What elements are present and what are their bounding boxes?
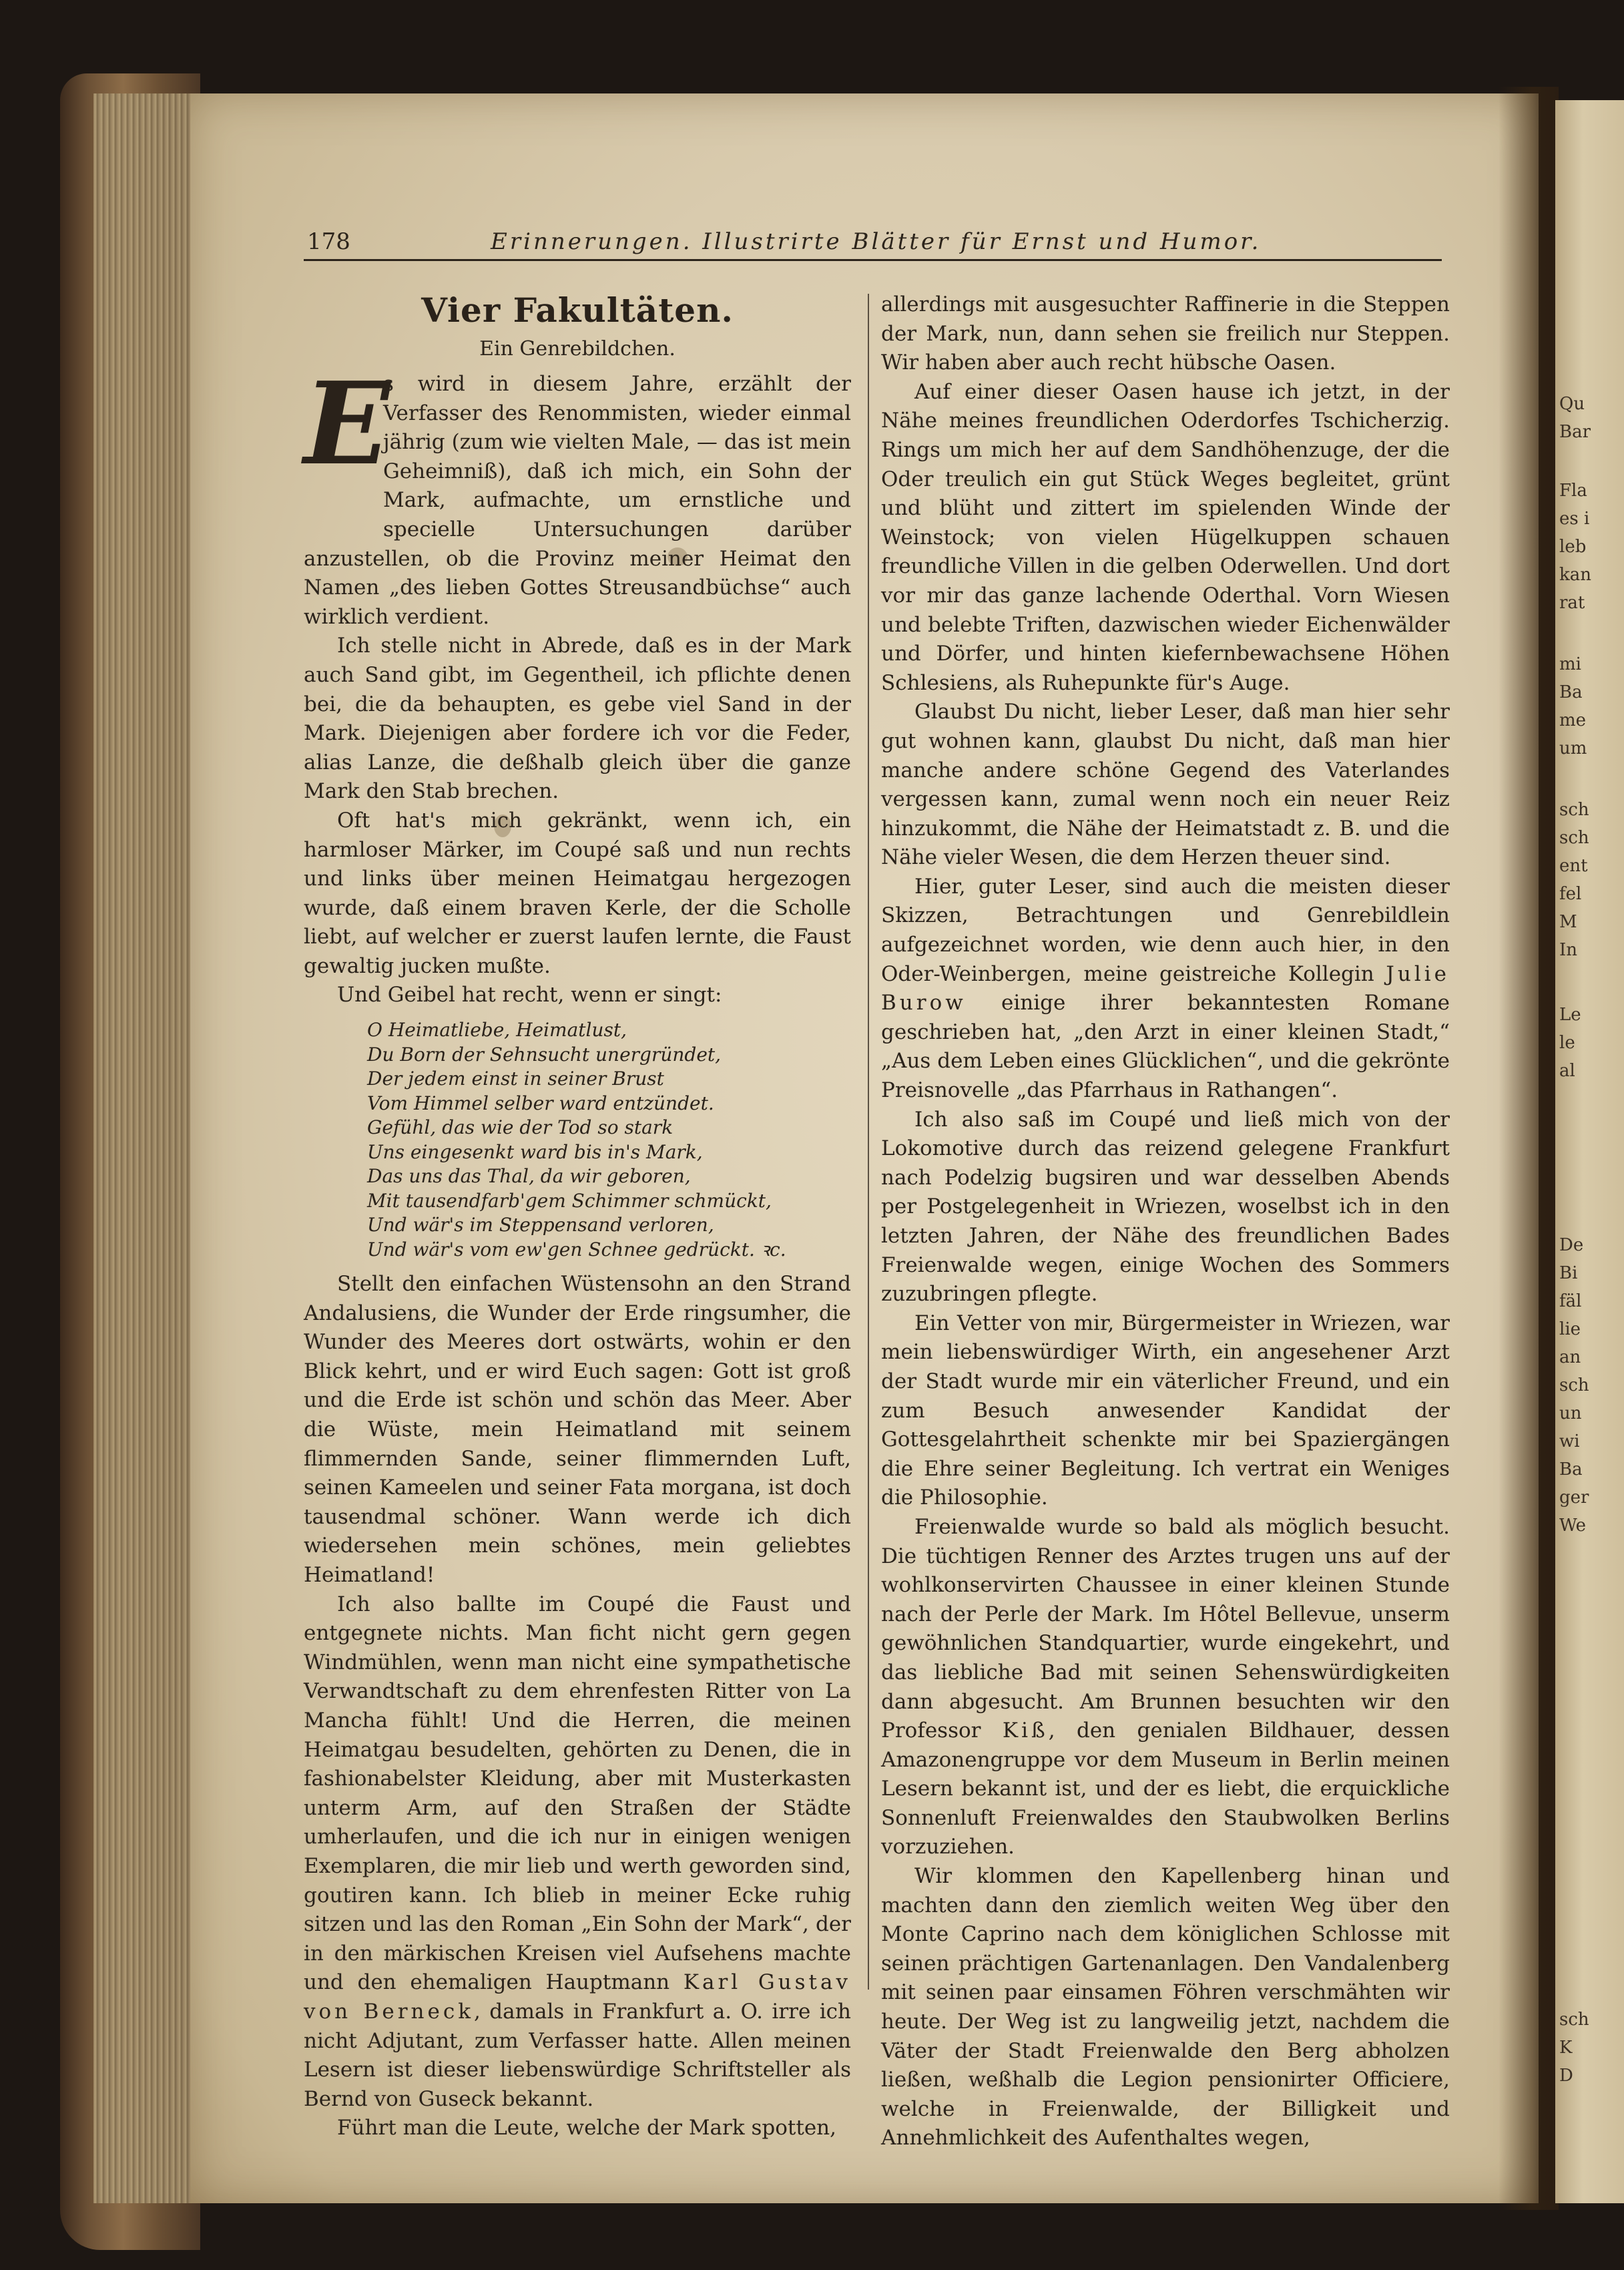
facing-page-fragment: lie	[1559, 1319, 1581, 1339]
paragraph: Glaubst Du nicht, lieber Leser, daß man hier sehr gut wohnen kann, glaubst Du nicht, daß man hier manche andere schöne Gegend des Vaterlandes vergessen kann, zumal wenn noch ein neuer Reiz hinzukommt, die Nähe der Heimatstadt z. B. und die Nähe vieler Wesen, die dem Herzen theuer sind.	[881, 700, 1450, 870]
facing-page-fragment: fel	[1559, 884, 1582, 904]
poem-line: Der jedem einst in seiner Brust	[367, 1068, 664, 1090]
facing-page-fragment: an	[1559, 1347, 1581, 1367]
facing-page-fragment: D	[1559, 2066, 1573, 2086]
facing-page-fragment: leb	[1559, 537, 1587, 557]
running-header	[304, 226, 1442, 261]
facing-page-fragment: Bar	[1559, 422, 1591, 442]
facing-page-fragment: M	[1559, 912, 1577, 932]
page-edges	[93, 93, 200, 2203]
facing-page-fragment: al	[1559, 1061, 1575, 1081]
poem-line: Und wär's im Steppensand verloren,	[367, 1214, 714, 1236]
paragraph: Ich stelle nicht in Abrede, daß es in der Mark auch Sand gibt, im Gegentheil, ich pflichte denen bei, die da behaupten, es gebe viel Sand in der Mark. Diejenigen aber fordere ich vor die Feder, alias Lanze, die deßhalb gleich über die ganze Mark den Stab brechen.	[304, 634, 851, 804]
paragraph: allerdings mit ausgesuchter Raffinerie in die Steppen der Mark, nun, dann sehen sie freilich nur Steppen. Wir haben aber auch recht hübsche Oasen.	[881, 292, 1450, 375]
poem	[367, 1018, 851, 1262]
poem-line: Vom Himmel selber ward entzündet.	[367, 1092, 714, 1114]
paragraph: Führt man die Leute, welche der Mark spotten,	[337, 2116, 836, 2140]
drop-cap: E	[304, 357, 390, 491]
facing-page-fragment: K	[1559, 2038, 1573, 2058]
poem-line: Mit tausendfarb'gem Schimmer schmückt,	[367, 1189, 772, 1212]
facing-page-fragment: sch	[1559, 2010, 1589, 2030]
paragraph: Stellt den einfachen Wüstensohn an den Strand Andalusiens, die Wunder der Erde ringsumher, die Wunder des Meeres dort ostwärts, wohin er den Blick kehrt, und er wird Euch sagen: Gott ist groß und die Erde ist schön und schön das Meer. Aber die Wüste, mein Heimatland mit seinem flimmernden Sande, seiner flimmernden Luft, seinen Kameelen und seiner Fata morgana, ist doch tausendmal schöner. Wann werde ich dich wiedersehen mein schönes, mein geliebtes Heimatland!	[304, 1272, 851, 1587]
facing-page-fragment: Ba	[1559, 682, 1583, 702]
paragraph: Auf einer dieser Oasen hause ich jetzt, in der Nähe meines freundlichen Oderdorfes Tschicherzig. Rings um mich her auf dem Sandhöhenzuge, der die Oder treulich ein gut Stück Weges begleitet, grünt und blüht und zittert im spielenden Winde der Weinstock; von vielen Hügelkuppen schauen freundliche Villen in die gelben Oderwellen. Und dort vor mir das ganze lachende Oderthal. Vorn Wiesen und belebte Triften, dazwischen wieder Eichenwälder und Dörfer, und hinten kiefernbewachsene Höhen Schlesiens, als Ruhepunkte für's Auge.	[881, 379, 1450, 695]
facing-page-fragment: sch	[1559, 828, 1589, 848]
article-subtitle: Ein Genrebildchen.	[479, 337, 675, 361]
right-column	[881, 290, 1450, 2153]
paragraph: Freienwalde wurde so bald als möglich besucht. Die tüchtigen Renner des Arztes trugen uns auf der wohlkonservirten Chaussee in einer kleinen Stunde nach der Perle der Mark. Im Hôtel Bellevue, unserm gewöhnlichen Standquartier, wurde eingekehrt, und das liebliche Bad mit seinen Sehenswürdigkeiten dann abgesucht. Am Brunnen besuchten wir den Professor Kiß, den genialen Bildhauer, dessen Amazonengruppe vor dem Museum in Berlin meinen Lesern bekannt ist, und der es liebt, die erquickliche Sonnenluft Freienwaldes den Staubwolken Berlins vorzuziehen.	[881, 1514, 1450, 1859]
paragraph: Oft hat's mich gekränkt, wenn ich, ein harmloser Märker, im Coupé saß und nun rechts und links über meinen Heimatgau hergezogen wurde, daß einem braven Kerle, der die Scholle liebt, auf welcher er zuerst laufen lernte, die Faust gewaltig jucken mußte.	[304, 808, 851, 978]
article-title: Vier Fakultäten.	[421, 290, 734, 330]
facing-page-fragment: un	[1559, 1403, 1582, 1423]
facing-page-fragment: le	[1559, 1033, 1575, 1053]
paragraph: E s wird in diesem Jahre, erzählt der Verfasser des Renommisten, wieder einmal jährig (zum wie vielten Male, — das ist mein Geheimniß), daß ich mich, ein Sohn der Mark, aufmachte, um ernstliche und specielle Untersuchungen darüber anzustellen, ob die Provinz meiner Heimat den Namen „des lieben Gottes Streusandbüchse“ auch wirklich verdient.	[304, 357, 851, 629]
book-gutter	[1499, 87, 1559, 2210]
facing-page-fragment: mi	[1559, 654, 1581, 674]
facing-page	[1555, 100, 1624, 2203]
paragraph: Wir klommen den Kapellenberg hinan und machten dann den ziemlich weiten Weg über den Monte Caprino nach dem königlichen Schlosse mit seinen prächtigen Gartenanlagen. Den Vandalenberg mit seinen paar einsamen Föhren verschmähten wir heute. Der Weg ist zu langweilig jetzt, nachdem die Väter der Stadt Freienwalde den Berg abholzen ließen, weßhalb die Legion pensionirter Officiere, welche in Freienwalde, der Billigkeit und Annehmlichkeit des Aufenthaltes wegen,	[881, 1864, 1450, 2150]
facing-page-fragment: Qu	[1559, 394, 1585, 414]
paragraph: Ich also ballte im Coupé die Faust und entgegnete nichts. Man ficht nicht gern gegen Windmühlen, wenn man nicht eine sympathetische Verwandtschaft zu dem ehrenfesten Ritter von La Mancha fühlt! Und die Herren, die meinen Heimatgau besudelten, gehörten zu Denen, die in fashionabelster Kleidung, aber mit Musterkasten unterm Arm, auf den Straßen der Städte umherlaufen, und die ich nur in einigen wenigen Exemplaren, die mir lieb und werth geworden sind, goutiren kann. Ich blieb in meiner Ecke ruhig sitzen und las den Roman „Ein Sohn der Mark“, der in den märkischen Kreisen viel Aufsehens machte und den ehemaligen Hauptmann Karl Gustav von Berneck, damals in Frankfurt a. O. irre ich nicht Adjutant, zum Verfasser hatte. Allen meinen Lesern ist dieser liebenswürdige Schriftsteller als Bernd von Guseck bekannt.	[304, 1592, 851, 2111]
facing-page-fragment: ent	[1559, 856, 1588, 876]
person-name: Kiß	[1002, 1719, 1049, 1743]
facing-page-fragment: rat	[1559, 593, 1585, 613]
facing-page-fragment: Le	[1559, 1005, 1581, 1025]
facing-page-fragment: In	[1559, 940, 1578, 960]
left-column	[304, 290, 851, 2143]
facing-page-fragment: sch	[1559, 1375, 1589, 1395]
facing-page-fragment: fäl	[1559, 1291, 1582, 1311]
facing-page-fragment: es i	[1559, 509, 1590, 529]
person-name: Julie Burow	[881, 961, 1450, 1015]
facing-page-fragment: Ba	[1559, 1459, 1583, 1480]
poem-line: Du Born der Sehnsucht unergründet,	[367, 1043, 722, 1066]
paragraph: Hier, guter Leser, sind auch die meisten dieser Skizzen, Betrachtungen und Genrebildlein aufgezeichnet worden, wie denn auch hier, in den Oder-Weinbergen, meine geistreiche Kollegin Julie Burow einige ihrer bekanntesten Romane geschrieben hat, „den Arzt in einer kleinen Stadt,“ „Aus dem Leben eines Glücklichen“, und die gekrönte Preisnovelle „das Pfarrhaus in Rathangen“.	[881, 874, 1450, 1103]
facing-page-fragment: me	[1559, 710, 1587, 730]
facing-page-fragment: wi	[1559, 1431, 1580, 1451]
poem-line: Gefühl, das wie der Tod so stark	[367, 1116, 673, 1139]
column-rule	[868, 294, 869, 1990]
person-name: Karl Gustav von Berneck	[304, 1970, 851, 2024]
facing-page-fragment: kan	[1559, 565, 1592, 585]
poem-line: Das uns das Thal, da wir geboren,	[367, 1165, 691, 1188]
facing-page-fragment: um	[1559, 738, 1587, 758]
poem-line: Und wär's vom ew'gen Schnee gedrückt. ꝛc.	[367, 1238, 786, 1261]
facing-page-fragment: Fla	[1559, 481, 1587, 501]
facing-page-fragment: Bi	[1559, 1263, 1578, 1283]
paragraph: Ein Vetter von mir, Bürgermeister in Wriezen, war mein liebenswürdiger Wirth, ein angesehener Arzt der Stadt wurde mir ein väterlicher Freund, und ein zum Besuch anwesender Kandidat der Gottesgelahrtheit schenkte mir bei Spaziergängen die Ehre seiner Begleitung. Ich vertrat ein Weniges die Philosophie.	[881, 1311, 1450, 1510]
paragraph: Und Geibel hat recht, wenn er singt:	[337, 983, 722, 1007]
poem-line: O Heimatliebe, Heimatlust,	[367, 1019, 627, 1042]
running-title: Erinnerungen. Illustrirte Blätter für Ernst und Humor.	[491, 228, 1262, 255]
facing-page-fragment: We	[1559, 1516, 1586, 1536]
facing-page-fragment: sch	[1559, 800, 1589, 820]
paragraph: Ich also saß im Coupé und ließ mich von der Lokomotive durch das reizend gelegene Frankfurt nach Podelzig bugsiren und war desselben Abends per Postgelegenheit in Wriezen, woselbst ich in den letzten Jahren, der Nähe des freundlichen Bades Freienwalde wegen, einige Wochen des Sommers zuzubringen pflegte.	[881, 1107, 1450, 1307]
page-number: 178	[307, 228, 350, 255]
facing-page-fragment: De	[1559, 1235, 1584, 1255]
facing-page-fragment: ger	[1559, 1488, 1589, 1508]
poem-line: Uns eingesenkt ward bis in's Mark,	[367, 1140, 703, 1163]
